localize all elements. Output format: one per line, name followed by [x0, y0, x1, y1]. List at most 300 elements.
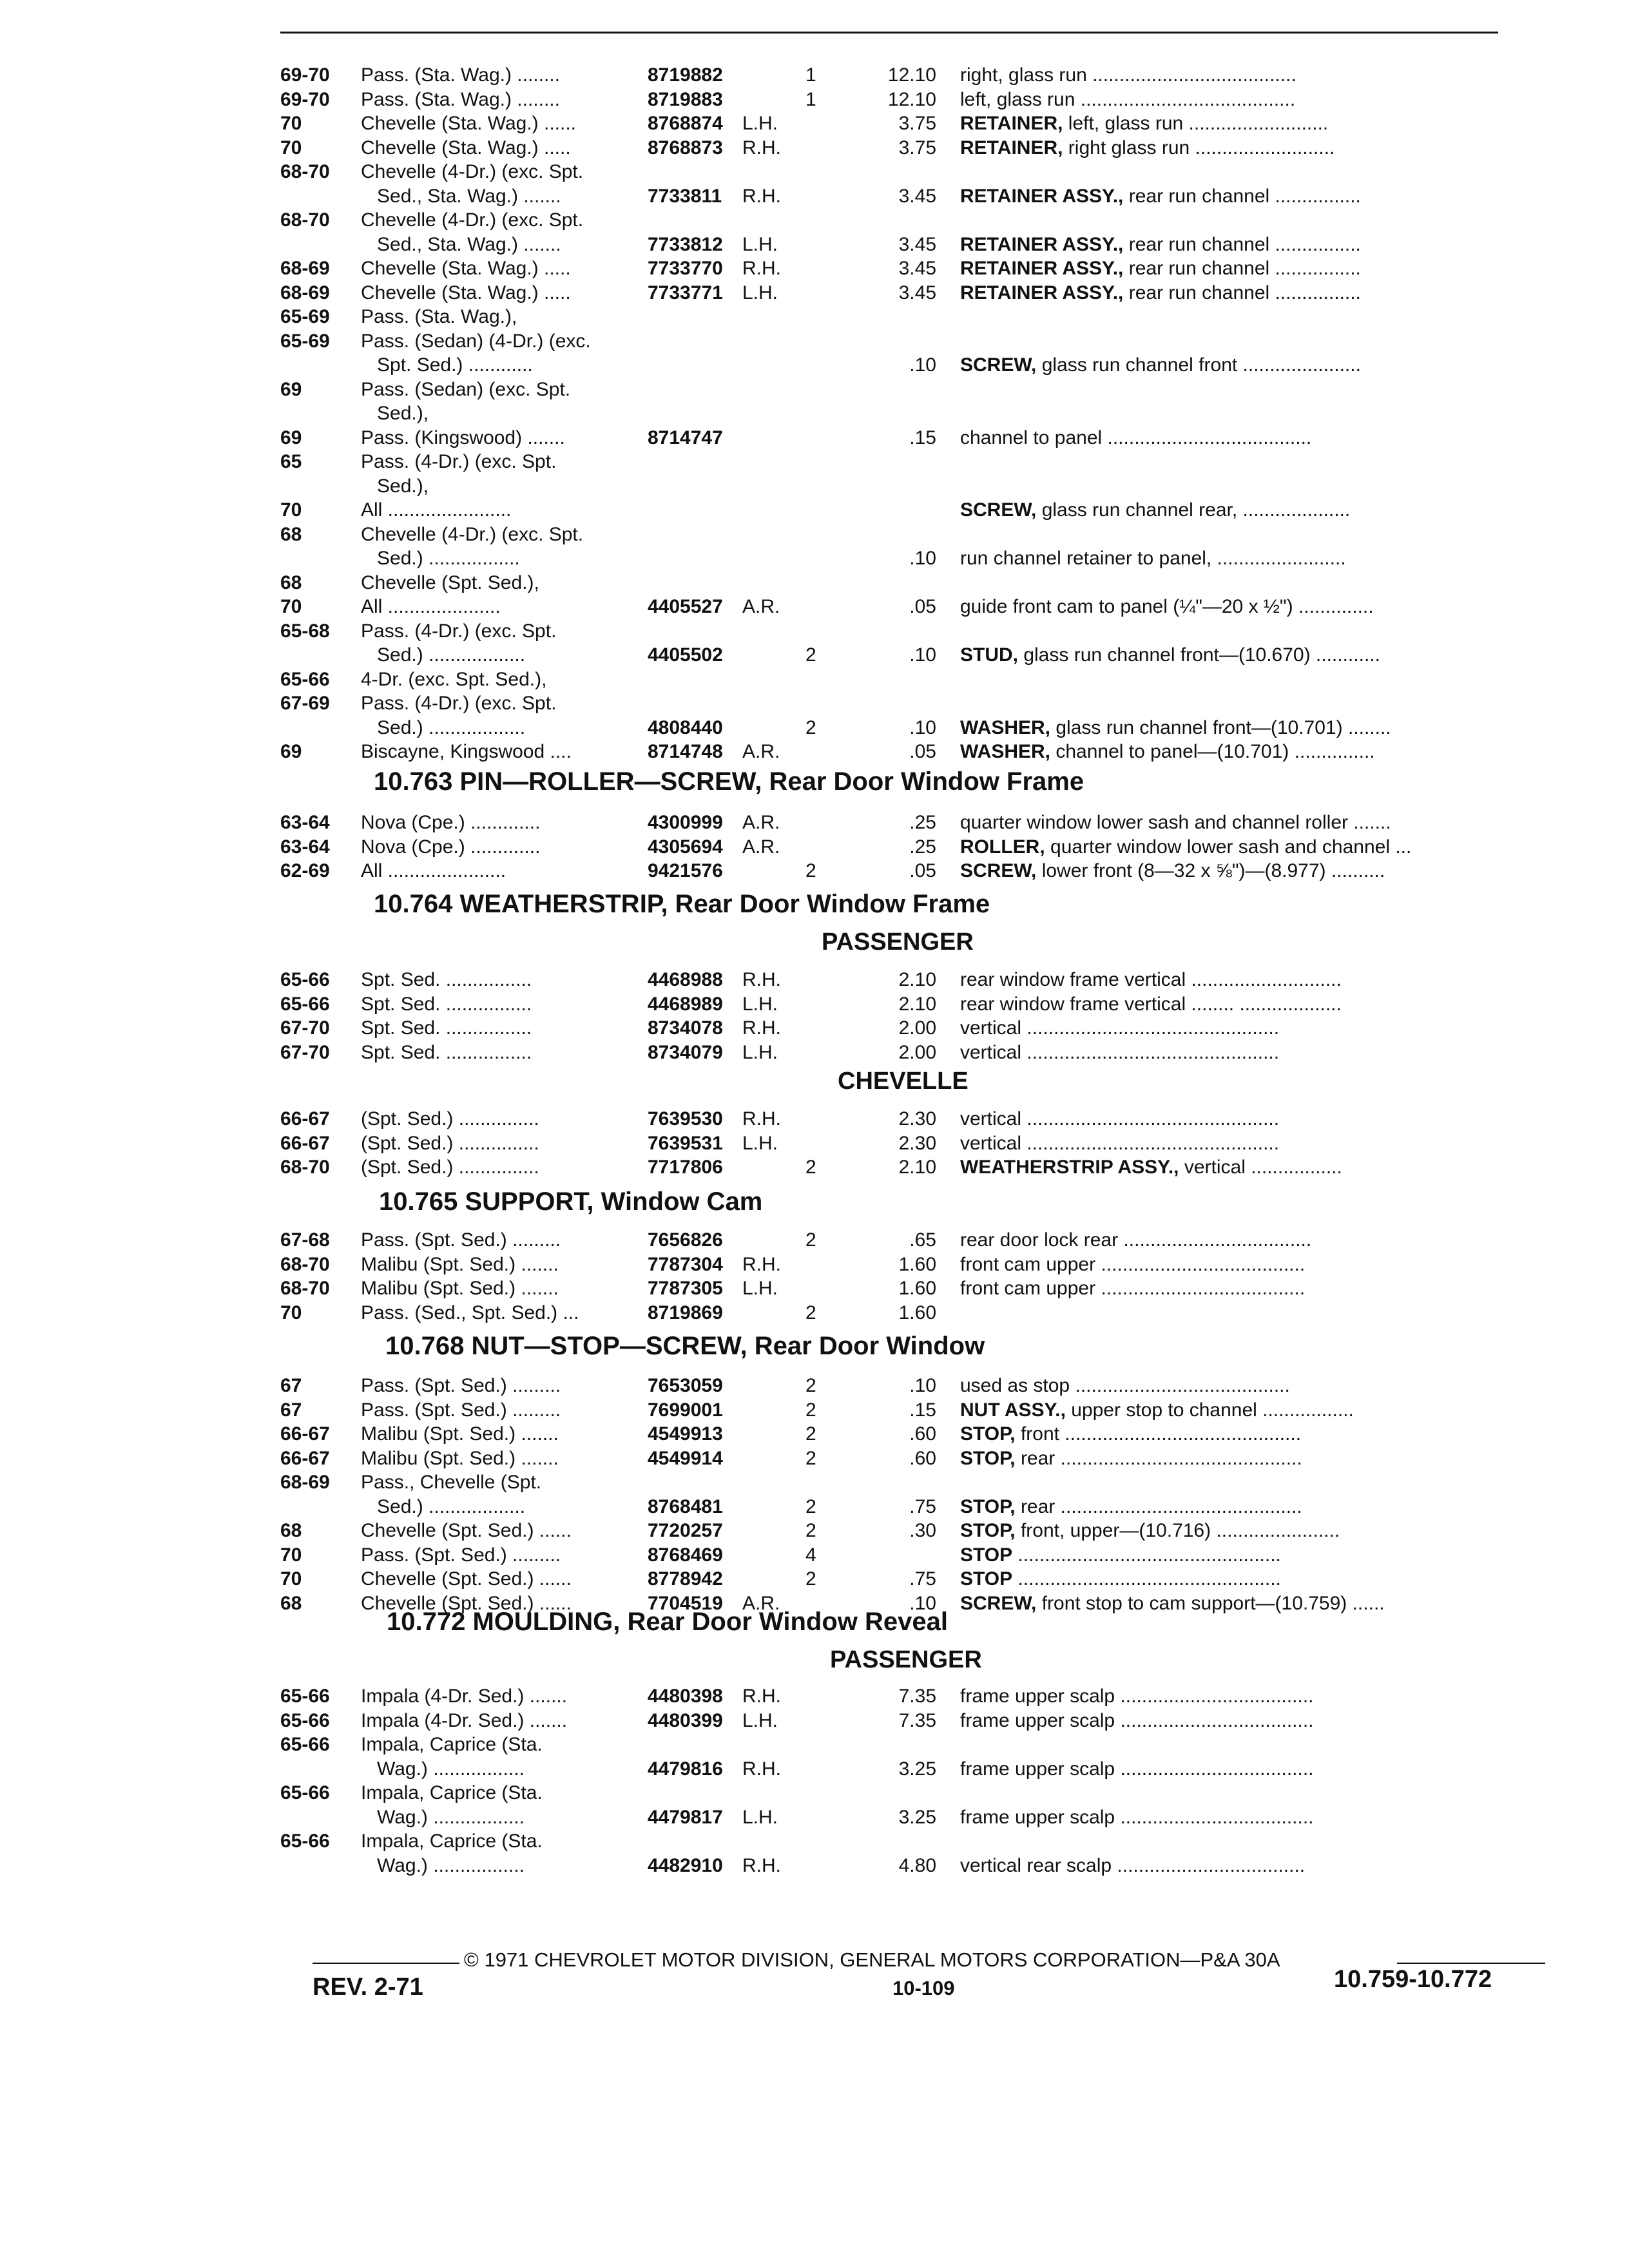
parts-row: [0, 1446, 1629, 1471]
application: All ......................: [361, 860, 506, 881]
part-number: 7656826: [648, 1229, 723, 1251]
description-text: rear run channel ................: [1123, 258, 1361, 279]
description: [960, 1398, 1514, 1423]
parts-row: [0, 1276, 1629, 1301]
parts-row: [0, 1854, 1629, 1878]
price: .10: [909, 354, 936, 376]
description-text: lower front (8—32 x ⅝")—(8.977) ..........: [1036, 860, 1385, 881]
description-keyword: STUD,: [960, 644, 1018, 666]
description: [960, 811, 1514, 835]
part-number: 8778942: [648, 1568, 723, 1590]
description-keyword: SCREW,: [960, 1592, 1037, 1614]
parts-row: [0, 1781, 1629, 1805]
application: Spt. Sed. ................: [361, 993, 532, 1015]
side-suffix: R.H.: [742, 1017, 781, 1039]
description-text: glass run channel front—(10.670) ............: [1018, 644, 1380, 666]
part-number: 4479817: [648, 1806, 723, 1828]
part-number: 4468989: [648, 993, 723, 1015]
parts-row: [0, 1041, 1629, 1065]
parts-row: [0, 378, 1629, 402]
group-heading: 10.763 PIN—ROLLER—SCREW, Rear Door Window Frame: [374, 767, 1084, 796]
model-year: 70: [280, 596, 302, 617]
description-keyword: RETAINER ASSY.,: [960, 185, 1124, 207]
price: 2.10: [898, 969, 936, 990]
price: 1.60: [898, 1302, 936, 1323]
parts-row: [0, 329, 1629, 354]
application: Pass. (4-Dr.) (exc. Spt.: [361, 620, 557, 642]
price: .15: [909, 1399, 936, 1421]
application: Pass. (Sedan) (exc. Spt.: [361, 378, 571, 400]
side-suffix: L.H.: [742, 233, 778, 255]
model-year: 69: [280, 378, 302, 400]
application: Sed.) ..................: [361, 644, 526, 666]
description-text: right glass run ..........................: [1063, 137, 1335, 159]
top-rule: [280, 32, 1498, 34]
model-year: 70: [280, 1568, 302, 1590]
description: [960, 426, 1514, 450]
model-year: 65-66: [280, 993, 330, 1015]
model-year: 68: [280, 523, 302, 545]
part-number: 4549913: [648, 1423, 723, 1445]
description-text: glass run channel rear, ....................: [1036, 499, 1351, 521]
description-text: run channel retainer to panel, ........................: [960, 548, 1346, 569]
parts-row: [0, 1567, 1629, 1591]
application: Sed.) ..................: [361, 1495, 526, 1517]
model-year: 62-69: [280, 860, 330, 881]
description-text: right, glass run ......................................: [960, 64, 1296, 86]
parts-row: [0, 992, 1629, 1017]
description-keyword: SCREW,: [960, 354, 1037, 376]
model-year: 67-70: [280, 1017, 330, 1039]
side-suffix: R.H.: [742, 1686, 781, 1707]
parts-row: [0, 1253, 1629, 1277]
subgroup-heading: PASSENGER: [830, 1646, 982, 1673]
description-keyword: RETAINER ASSY.,: [960, 258, 1124, 279]
description: [960, 1131, 1514, 1156]
price: 2.30: [898, 1108, 936, 1129]
parts-row: [0, 1398, 1629, 1423]
application: Pass. (4-Dr.) (exc. Spt.: [361, 693, 557, 714]
price: 2.30: [898, 1132, 936, 1154]
price: .25: [909, 812, 936, 833]
part-number: 7733771: [648, 282, 723, 303]
parts-row: [0, 1107, 1629, 1131]
description-text: frame upper scalp ....................................: [960, 1806, 1314, 1828]
quantity: 2: [805, 860, 816, 881]
description-keyword: RETAINER,: [960, 137, 1063, 159]
price: .10: [909, 548, 936, 569]
description: [960, 1016, 1514, 1041]
description-text: vertical .................: [1179, 1157, 1342, 1178]
parts-row: [0, 619, 1629, 644]
part-number: 4479816: [648, 1758, 723, 1780]
side-suffix: R.H.: [742, 1108, 781, 1129]
footer-rule-right: [1397, 1963, 1545, 1964]
part-number: 4482910: [648, 1854, 723, 1876]
application: Pass. (Sta. Wag.),: [361, 306, 517, 327]
description-text: upper stop to channel .................: [1065, 1399, 1354, 1421]
application: Malibu (Spt. Sed.) .......: [361, 1447, 559, 1469]
application: Impala, Caprice (Sta.: [361, 1831, 543, 1852]
price: .15: [909, 427, 936, 448]
parts-row: [0, 643, 1629, 668]
application: Pass., Chevelle (Spt.: [361, 1472, 542, 1493]
footer-rule-left: [313, 1963, 459, 1964]
description: [960, 740, 1514, 764]
application: Impala, Caprice (Sta.: [361, 1782, 543, 1803]
parts-row: [0, 595, 1629, 619]
application: Wag.) .................: [361, 1806, 525, 1828]
model-year: 65-66: [280, 1686, 330, 1707]
description-keyword: RETAINER ASSY.,: [960, 233, 1124, 255]
price: .10: [909, 1592, 936, 1614]
description-text: front stop to cam support—(10.759) ......: [1036, 1592, 1385, 1614]
application: Chevelle (Sta. Wag.) .....: [361, 258, 571, 279]
part-number: 8768873: [648, 137, 723, 159]
part-number: 4405527: [648, 596, 723, 617]
part-number: 7717806: [648, 1157, 723, 1178]
description: [960, 233, 1514, 257]
model-year: 68-69: [280, 1472, 330, 1493]
parts-row: [0, 571, 1629, 595]
description-keyword: SCREW,: [960, 499, 1037, 521]
part-number: 7639531: [648, 1132, 723, 1154]
parts-row: [0, 1470, 1629, 1495]
price: 2.00: [898, 1017, 936, 1039]
description-text: front cam upper ......................................: [960, 1253, 1306, 1275]
price: 3.45: [898, 233, 936, 255]
parts-row: [0, 1684, 1629, 1709]
description: [960, 1228, 1514, 1253]
side-suffix: A.R.: [742, 741, 780, 762]
price: 3.25: [898, 1758, 936, 1780]
side-suffix: L.H.: [742, 1709, 778, 1731]
parts-row: [0, 1422, 1629, 1446]
parts-row: [0, 1543, 1629, 1568]
part-number: 8719883: [648, 88, 723, 110]
description: [960, 716, 1514, 740]
part-number: 8768874: [648, 113, 723, 134]
description-text: front, upper—(10.716) .......................: [1015, 1520, 1340, 1541]
parts-row: [0, 668, 1629, 692]
application: Chevelle (Spt. Sed.) ......: [361, 1520, 572, 1541]
parts-row: [0, 1301, 1629, 1325]
description-keyword: ROLLER,: [960, 836, 1045, 858]
model-year: 65-69: [280, 306, 330, 327]
model-year: 67-70: [280, 1041, 330, 1063]
description-keyword: STOP: [960, 1568, 1013, 1590]
model-year: 67-68: [280, 1229, 330, 1251]
description: [960, 1854, 1514, 1878]
parts-row: [0, 1228, 1629, 1253]
description: [960, 1709, 1514, 1733]
model-year: 66-67: [280, 1132, 330, 1154]
price: .25: [909, 836, 936, 858]
parts-row: [0, 859, 1629, 883]
application: Nova (Cpe.) .............: [361, 812, 541, 833]
parts-row: [0, 835, 1629, 860]
group-heading: 10.768 NUT—STOP—SCREW, Rear Door Window: [385, 1332, 985, 1360]
parts-row: [0, 474, 1629, 499]
model-year: 69: [280, 741, 302, 762]
description-text: rear run channel ................: [1123, 185, 1361, 207]
description-text: rear window frame vertical ........ ...................: [960, 993, 1342, 1015]
side-suffix: R.H.: [742, 969, 781, 990]
parts-row: [0, 1131, 1629, 1156]
application: Impala (4-Dr. Sed.) .......: [361, 1686, 568, 1707]
description-text: rear run channel ................: [1123, 282, 1361, 303]
side-suffix: R.H.: [742, 1854, 781, 1876]
model-year: 66-67: [280, 1423, 330, 1445]
model-year: 68-70: [280, 1278, 330, 1299]
model-year: 70: [280, 1302, 302, 1323]
application: Wag.) .................: [361, 1854, 525, 1876]
part-number: 8734079: [648, 1041, 723, 1063]
model-year: 70: [280, 113, 302, 134]
description: [960, 1543, 1514, 1568]
side-suffix: A.R.: [742, 596, 780, 617]
quantity: 1: [805, 64, 816, 86]
parts-row: [0, 184, 1629, 209]
description-text: .................................................: [1012, 1544, 1281, 1566]
application: Chevelle (4-Dr.) (exc. Spt.: [361, 523, 584, 545]
description: [960, 1253, 1514, 1277]
description: [960, 1519, 1514, 1543]
description-text: front ............................................: [1015, 1423, 1302, 1445]
parts-row: [0, 88, 1629, 112]
description: [960, 1446, 1514, 1471]
footer-page-number: 10-109: [892, 1977, 955, 1999]
description: [960, 1757, 1514, 1782]
application: Nova (Cpe.) .............: [361, 836, 541, 858]
description: [960, 1422, 1514, 1446]
description: [960, 256, 1514, 281]
model-year: 63-64: [280, 836, 330, 858]
quantity: 2: [805, 716, 816, 738]
application: Sed., Sta. Wag.) .......: [361, 185, 561, 207]
application: Pass. (Spt. Sed.) .........: [361, 1399, 561, 1421]
description-text: quarter window lower sash and channel roller .......: [960, 812, 1391, 833]
part-number: 4808440: [648, 716, 723, 738]
part-number: 8714748: [648, 741, 723, 762]
price: 3.45: [898, 258, 936, 279]
model-year: 69-70: [280, 64, 330, 86]
footer-copyright: © 1971 CHEVROLET MOTOR DIVISION, GENERAL MOTORS CORPORATION—P&A 30A: [464, 1948, 1280, 1971]
part-number: 4549914: [648, 1447, 723, 1469]
application: Pass. (Sta. Wag.) ........: [361, 88, 560, 110]
side-suffix: R.H.: [742, 1758, 781, 1780]
description-text: rear run channel ................: [1123, 233, 1361, 255]
model-year: 63-64: [280, 812, 330, 833]
side-suffix: L.H.: [742, 282, 778, 303]
model-year: 68: [280, 572, 302, 593]
quantity: 1: [805, 88, 816, 110]
model-year: 68-70: [280, 161, 330, 182]
description: [960, 992, 1514, 1017]
description-text: left, glass run ..........................: [1063, 113, 1329, 134]
side-suffix: R.H.: [742, 137, 781, 159]
part-number: 7733812: [648, 233, 723, 255]
application: Malibu (Spt. Sed.) .......: [361, 1278, 559, 1299]
application: Wag.) .................: [361, 1758, 525, 1780]
part-number: 7720257: [648, 1520, 723, 1541]
description: [960, 1495, 1514, 1519]
description-text: vertical ...............................................: [960, 1041, 1280, 1063]
application: Biscayne, Kingswood ....: [361, 741, 572, 762]
parts-row: [0, 546, 1629, 571]
parts-row: [0, 523, 1629, 547]
application: Malibu (Spt. Sed.) .......: [361, 1423, 559, 1445]
application: Pass. (Sedan) (4-Dr.) (exc.: [361, 330, 591, 352]
model-year: 65-66: [280, 668, 330, 690]
model-year: 68-70: [280, 1157, 330, 1178]
price: .75: [909, 1568, 936, 1590]
part-number: 4300999: [648, 812, 723, 833]
description: [960, 498, 1514, 523]
part-number: 4468988: [648, 969, 723, 990]
description: [960, 859, 1514, 883]
application: Chevelle (4-Dr.) (exc. Spt.: [361, 209, 584, 231]
description-text: .................................................: [1012, 1568, 1281, 1590]
parts-row: [0, 1495, 1629, 1519]
application: Chevelle (Spt. Sed.) ......: [361, 1568, 572, 1590]
parts-row: [0, 136, 1629, 160]
application: Pass. (Sed., Spt. Sed.) ...: [361, 1302, 579, 1323]
parts-row: [0, 160, 1629, 184]
side-suffix: L.H.: [742, 1278, 778, 1299]
model-year: 66-67: [280, 1108, 330, 1129]
price: .60: [909, 1423, 936, 1445]
model-year: 65-66: [280, 1734, 330, 1755]
price: .10: [909, 644, 936, 666]
price: 3.75: [898, 113, 936, 134]
part-number: 8768469: [648, 1544, 723, 1566]
description: [960, 353, 1514, 378]
description: [960, 1276, 1514, 1301]
quantity: 2: [805, 1229, 816, 1251]
description-keyword: STOP,: [960, 1423, 1016, 1445]
application: Malibu (Spt. Sed.) .......: [361, 1253, 559, 1275]
part-number: 4480398: [648, 1686, 723, 1707]
description-keyword: STOP,: [960, 1495, 1016, 1517]
parts-row: [0, 233, 1629, 257]
description-keyword: WEATHERSTRIP ASSY.,: [960, 1157, 1179, 1178]
quantity: 2: [805, 1423, 816, 1445]
parts-row: [0, 1805, 1629, 1830]
description-keyword: STOP: [960, 1544, 1013, 1566]
application: Spt. Sed.) ............: [361, 354, 533, 376]
description: [960, 88, 1514, 112]
parts-row: [0, 63, 1629, 88]
application: All .......................: [361, 499, 512, 521]
side-suffix: L.H.: [742, 113, 778, 134]
model-year: 65: [280, 451, 302, 472]
part-number: 8719882: [648, 64, 723, 86]
parts-row: [0, 256, 1629, 281]
side-suffix: A.R.: [742, 812, 780, 833]
parts-row: [0, 716, 1629, 740]
model-year: 69-70: [280, 88, 330, 110]
part-number: 7787305: [648, 1278, 723, 1299]
description-keyword: SCREW,: [960, 860, 1037, 881]
description-text: quarter window lower sash and channel ...: [1045, 836, 1412, 858]
part-number: 7699001: [648, 1399, 723, 1421]
price: 3.45: [898, 185, 936, 207]
price: .05: [909, 596, 936, 617]
model-year: 67-69: [280, 693, 330, 714]
description: [960, 643, 1514, 668]
price: 1.60: [898, 1253, 936, 1275]
application: Sed.) ..................: [361, 716, 526, 738]
price: 12.10: [887, 64, 936, 86]
subgroup-heading: PASSENGER: [822, 928, 974, 956]
group-heading: 10.765 SUPPORT, Window Cam: [379, 1187, 763, 1216]
description-text: glass run channel front—(10.701) ........: [1050, 716, 1391, 738]
price: 7.35: [898, 1709, 936, 1731]
application: (Spt. Sed.) ...............: [361, 1132, 539, 1154]
part-number: 7787304: [648, 1253, 723, 1275]
description: [960, 1684, 1514, 1709]
application: Impala, Caprice (Sta.: [361, 1734, 543, 1755]
model-year: 68-69: [280, 258, 330, 279]
part-number: 8734078: [648, 1017, 723, 1039]
parts-row: [0, 1709, 1629, 1733]
application: Sed.),: [361, 403, 429, 424]
application: Impala (4-Dr. Sed.) .......: [361, 1709, 568, 1731]
description: [960, 1041, 1514, 1065]
side-suffix: R.H.: [742, 258, 781, 279]
price: .60: [909, 1447, 936, 1469]
description: [960, 546, 1514, 571]
parts-row: [0, 281, 1629, 305]
description-keyword: RETAINER ASSY.,: [960, 282, 1124, 303]
model-year: 65-66: [280, 969, 330, 990]
description-text: frame upper scalp ....................................: [960, 1686, 1314, 1707]
description-text: rear .............................................: [1015, 1447, 1302, 1469]
model-year: 68-70: [280, 1253, 330, 1275]
parts-row: [0, 1519, 1629, 1543]
application: 4-Dr. (exc. Spt. Sed.),: [361, 668, 547, 690]
description-text: vertical ...............................................: [960, 1108, 1280, 1129]
description-keyword: WASHER,: [960, 716, 1051, 738]
side-suffix: L.H.: [742, 1806, 778, 1828]
side-suffix: R.H.: [742, 1253, 781, 1275]
description-text: rear .............................................: [1015, 1495, 1302, 1517]
description: [960, 1805, 1514, 1830]
model-year: 65-66: [280, 1782, 330, 1803]
price: 4.80: [898, 1854, 936, 1876]
description-text: vertical ...............................................: [960, 1017, 1280, 1039]
description-keyword: NUT ASSY.,: [960, 1399, 1066, 1421]
model-year: 70: [280, 137, 302, 159]
model-year: 65-66: [280, 1831, 330, 1852]
parts-row: [0, 1016, 1629, 1041]
quantity: 2: [805, 1302, 816, 1323]
application: Pass. (Spt. Sed.) .........: [361, 1544, 561, 1566]
footer-group-range: 10.759-10.772: [1334, 1966, 1492, 1993]
application: Chevelle (Sta. Wag.) .....: [361, 282, 571, 303]
model-year: 66-67: [280, 1447, 330, 1469]
description: [960, 184, 1514, 209]
quantity: 2: [805, 1520, 816, 1541]
model-year: 65-66: [280, 1709, 330, 1731]
part-number: 8768481: [648, 1495, 723, 1517]
description: [960, 63, 1514, 88]
model-year: 70: [280, 1544, 302, 1566]
parts-row: [0, 498, 1629, 523]
description-text: vertical ...............................................: [960, 1132, 1280, 1154]
description-text: glass run channel front ......................: [1036, 354, 1361, 376]
